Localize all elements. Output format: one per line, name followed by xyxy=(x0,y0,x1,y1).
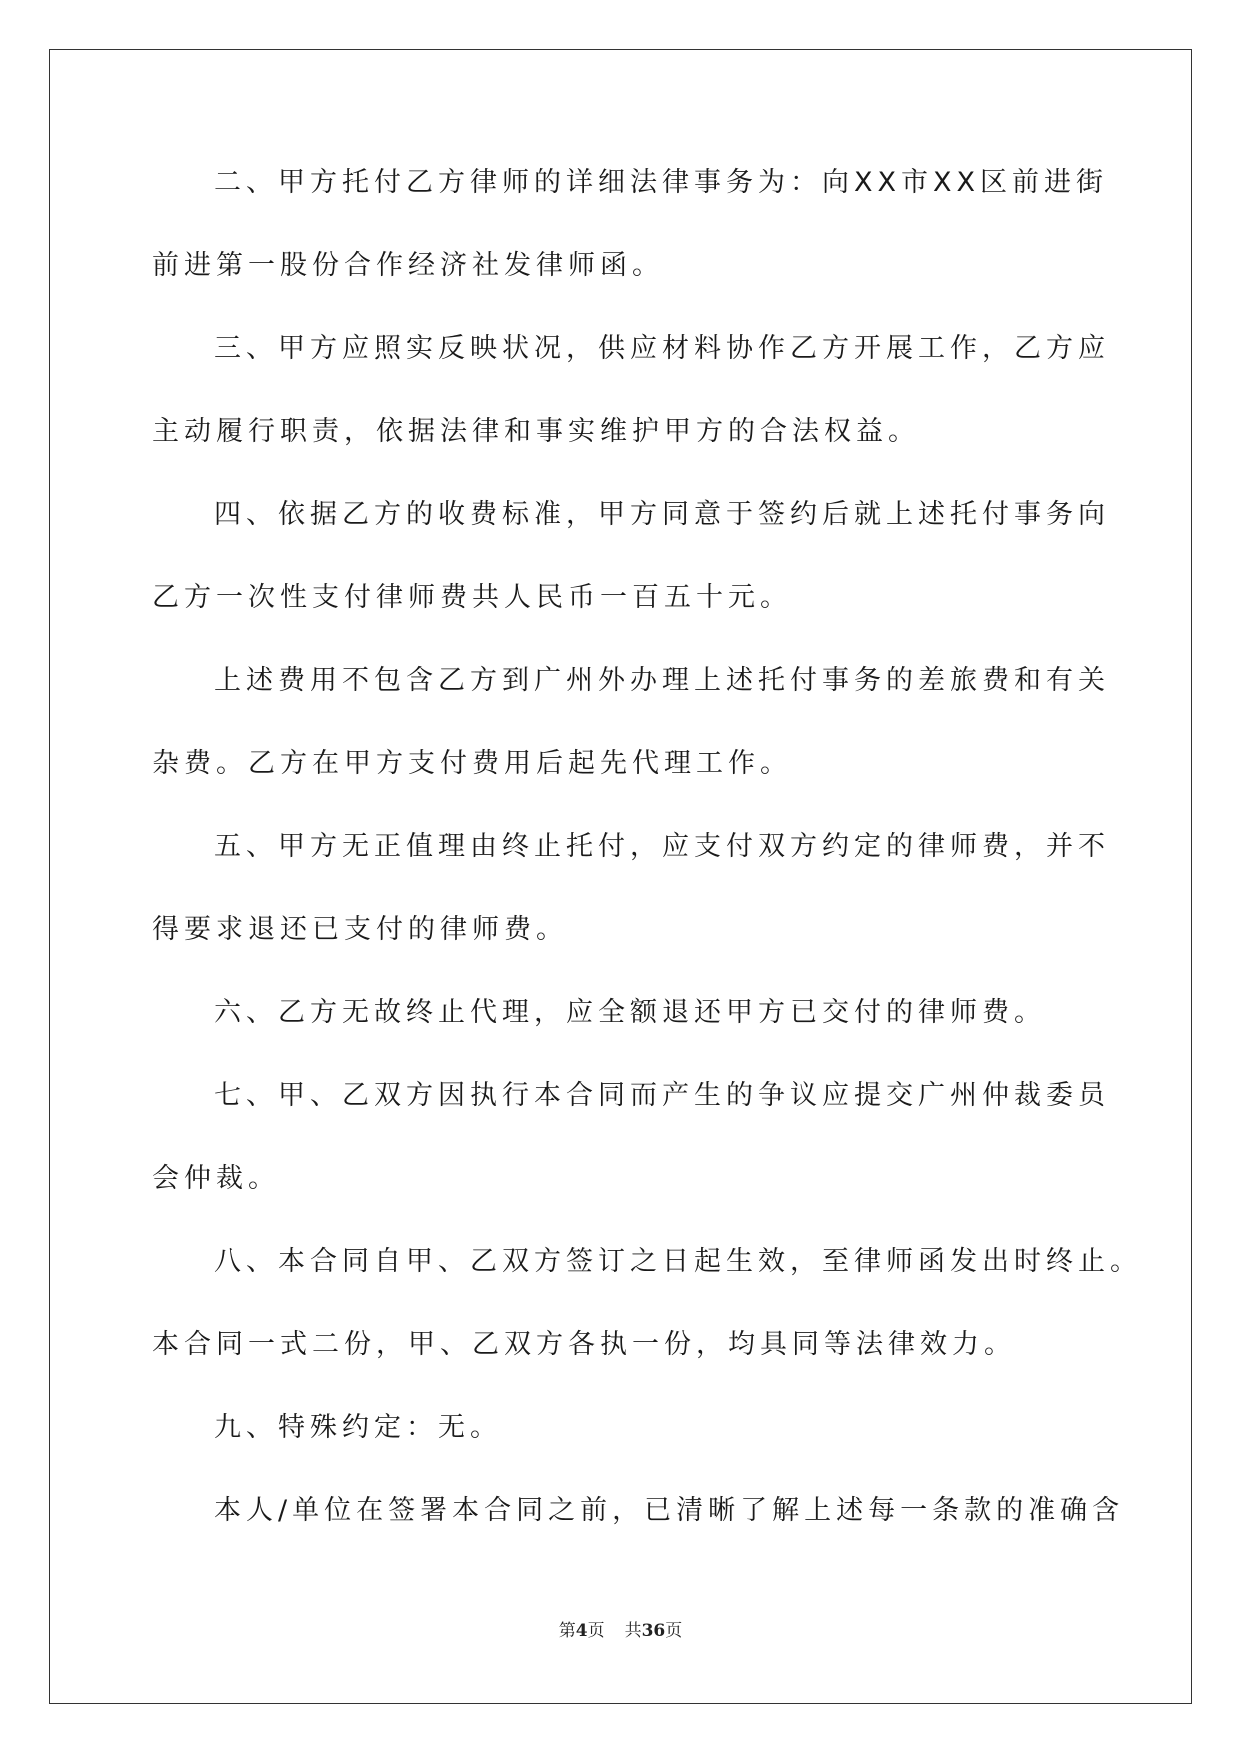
text-line: 乙方一次性支付律师费共人民币一百五十元。 xyxy=(152,582,792,613)
text-line: 会仲裁。 xyxy=(152,1163,280,1194)
text-line: 上述费用不包含乙方到广州外办理上述托付事务的差旅费和有关 xyxy=(214,665,1110,696)
text-line: 本人/单位在签署本合同之前，已清晰了解上述每一条款的准确含 xyxy=(214,1495,1125,1526)
total-suffix: 页 xyxy=(665,1621,683,1641)
text-line: 五、甲方无正值理由终止托付，应支付双方约定的律师费，并不 xyxy=(214,831,1110,862)
text-line: 四、依据乙方的收费标准，甲方同意于签约后就上述托付事务向 xyxy=(214,499,1110,530)
page-footer xyxy=(0,1616,1241,1641)
text-line: 九、特殊约定：无。 xyxy=(214,1412,502,1443)
text-line: 八、本合同自甲、乙双方签订之日起生效，至律师函发出时终止。 xyxy=(214,1246,1142,1277)
text-line: 得要求退还已支付的律师费。 xyxy=(152,914,568,945)
text-line: 主动履行职责，依据法律和事实维护甲方的合法权益。 xyxy=(152,416,920,447)
document-body xyxy=(152,163,1142,1574)
text-line: 本合同一式二份，甲、乙双方各执一份，均具同等法律效力。 xyxy=(152,1329,1016,1360)
text-line: 七、甲、乙双方因执行本合同而产生的争议应提交广州仲裁委员 xyxy=(214,1080,1110,1111)
text-line: 前进第一股份合作经济社发律师函。 xyxy=(152,250,664,281)
text-line: 六、乙方无故终止代理，应全额退还甲方已交付的律师费。 xyxy=(214,997,1046,1028)
total-prefix: 共 xyxy=(624,1621,642,1641)
total-pages: 36 xyxy=(641,1621,666,1641)
page-suffix: 页 xyxy=(587,1621,605,1641)
page-number: 4 xyxy=(575,1621,588,1641)
text-line: 三、甲方应照实反映状况，供应材料协作乙方开展工作，乙方应 xyxy=(214,333,1110,364)
text-line: 杂费。乙方在甲方支付费用后起先代理工作。 xyxy=(152,748,792,779)
page-prefix: 第 xyxy=(558,1621,576,1641)
text-line: 二、甲方托付乙方律师的详细法律事务为：向XX市XX区前进街 xyxy=(214,167,1108,198)
